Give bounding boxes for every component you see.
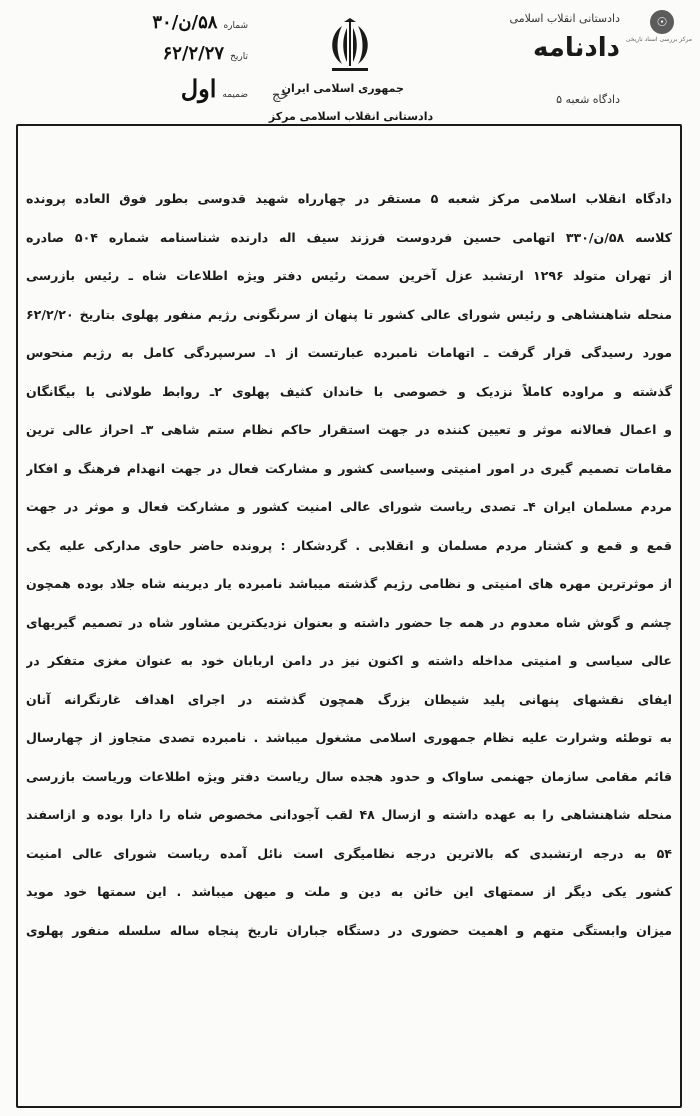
- appendix-value: اول: [180, 74, 217, 103]
- number-label: شماره: [223, 21, 248, 31]
- issuer-label: دادستانی انقلاب اسلامی: [509, 12, 620, 25]
- number-value: ۵۸/ن/۳۰: [152, 12, 218, 33]
- text-line: به توطئه وشرارت علیه نظام جمهوری اسلامی مشغول میباشد . نامبرده تصدی متجاوز از چهارسال: [26, 730, 672, 745]
- text-line: و اعمال فعالانه موثر و تعیین کننده در جهت استقرار حاکم نظام ستم شاهی ۳ـ احراز عالی ترین: [26, 422, 672, 437]
- text-line: عالی سیاسی و امنیتی مداخله داشته و اکنون نیز در دامن اربابان خود به عنوان مغزی متفکر در: [26, 653, 672, 668]
- text-line: از تهران متولد ۱۲۹۶ ارتشبد عزل آخرین سمت رئیس دفتر ویژه اطلاعات شاه ـ رئیس بازرسی: [26, 268, 672, 283]
- text-line: قائم مقامی سازمان جهنمی ساواک و حدود هجده سال ریاست دفتر ویژه اطلاعات وریاست بازرسی: [26, 768, 672, 784]
- text-line: قمع و قمع و کشتار مردم مسلمان و انقلابی . گردشکار : پرونده حاضر حاوی مدارکی علیه یکی: [26, 537, 672, 553]
- republic-label: جمهوری اسلامی ایران: [281, 82, 404, 95]
- text-line: منحله شاهنشاهی و رئیس شورای عالی کشور تا پنهان از سرنگونی رژیم منفور پهلوی بتاریخ ۶۲/۲/۲۰: [26, 306, 672, 322]
- text-line: میزان وابستگی متهم و اهمیت حضوری در دستگاه جباران تاریخ پنجاه ساله سلسله منفور پهلوی: [26, 922, 672, 938]
- text-line: چشم و گوش شاه معدوم در همه جا حضور داشته و بعنوان نزدیکترین مشاور شاه در تصمیم گیریهای: [26, 614, 672, 630]
- handwritten-initial: حج: [272, 88, 289, 103]
- text-line: کلاسه ۵۸/ن/۳۳۰ اتهامی حسین فردوست فرزند سیف اله دارنده شناسنامه شماره ۵۰۴ صادره: [26, 229, 672, 245]
- text-line: ایفای نقشهای پنهانی پلید شیطان بزرگ همچون گذشته در اجرای اهداف غارتگرانه آنان: [26, 691, 672, 707]
- date-value: ۶۲/۲/۲۷: [162, 43, 225, 64]
- document-title: دادنامه: [533, 33, 620, 63]
- watermark-logo: [625, 10, 692, 43]
- number-row: [28, 12, 248, 33]
- text-line: مردم مسلمان ایران ۴ـ تصدی ریاست شورای عالی امنیت کشور و مشارکت فعال و موثر در جهت: [26, 499, 672, 514]
- verdict-text: [26, 180, 672, 950]
- header-meta-block: [28, 12, 248, 113]
- text-line: گذشته و مراوده کاملاً نزدیک و خصوصی با خاندان کثیف پهلوی ۲ـ روابط طولانی با بیگانگان: [26, 383, 672, 399]
- watermark-text: مرکز بررسی اسناد تاریخی: [625, 36, 692, 43]
- court-label: دادستانی انقلاب اسلامی مرکز: [268, 110, 434, 123]
- text-line: منحله شاهنشاهی را به عهده داشته و ازسال ۴۸ لقب آجودانی مخصوص شاه را دارا بوده و ازاسفند: [26, 807, 672, 822]
- iran-emblem-icon: [320, 18, 380, 78]
- text-line: دادگاه انقلاب اسلامی مرکز شعبه ۵ مستقر در چهارراه شهید قدوسی بطور فوق العاده پرونده: [26, 191, 672, 206]
- appendix-row: [28, 74, 248, 103]
- branch-label: دادگاه شعبه ۵: [556, 93, 620, 106]
- text-line: مقامات تصمیم گیری در امور امنیتی وسیاسی کشور و مشارکت فعال در جهت انهدام فرهنگ و افکار: [26, 460, 672, 476]
- text-line: از موثرترین مهره های امنیتی و نظامی رژیم گذشته میباشد نامبرده یار دیرینه شاه جلاد بوده همچون: [26, 576, 672, 591]
- date-row: [28, 43, 248, 64]
- appendix-label: ضمیمه: [222, 90, 248, 100]
- text-line: ۵۴ به درجه ارتشبدی که بالاترین درجه نظامیگری است نائل آمده ریاست شورای عالی امنیت: [26, 845, 672, 861]
- header-title-block: [440, 12, 620, 106]
- watermark-icon: ☉: [650, 10, 674, 34]
- text-line: کشور یکی دیگر از سمتهای این خائن به دین و ملت و میهن میباشد . این سمتها خود موید: [26, 884, 672, 899]
- text-line: مورد رسیدگی قرار گرفت ـ اتهامات نامبرده عبارتست از ۱ـ سرسپردگی کامل به رژیم منحوس: [26, 345, 672, 360]
- date-label: تاریخ: [230, 52, 248, 62]
